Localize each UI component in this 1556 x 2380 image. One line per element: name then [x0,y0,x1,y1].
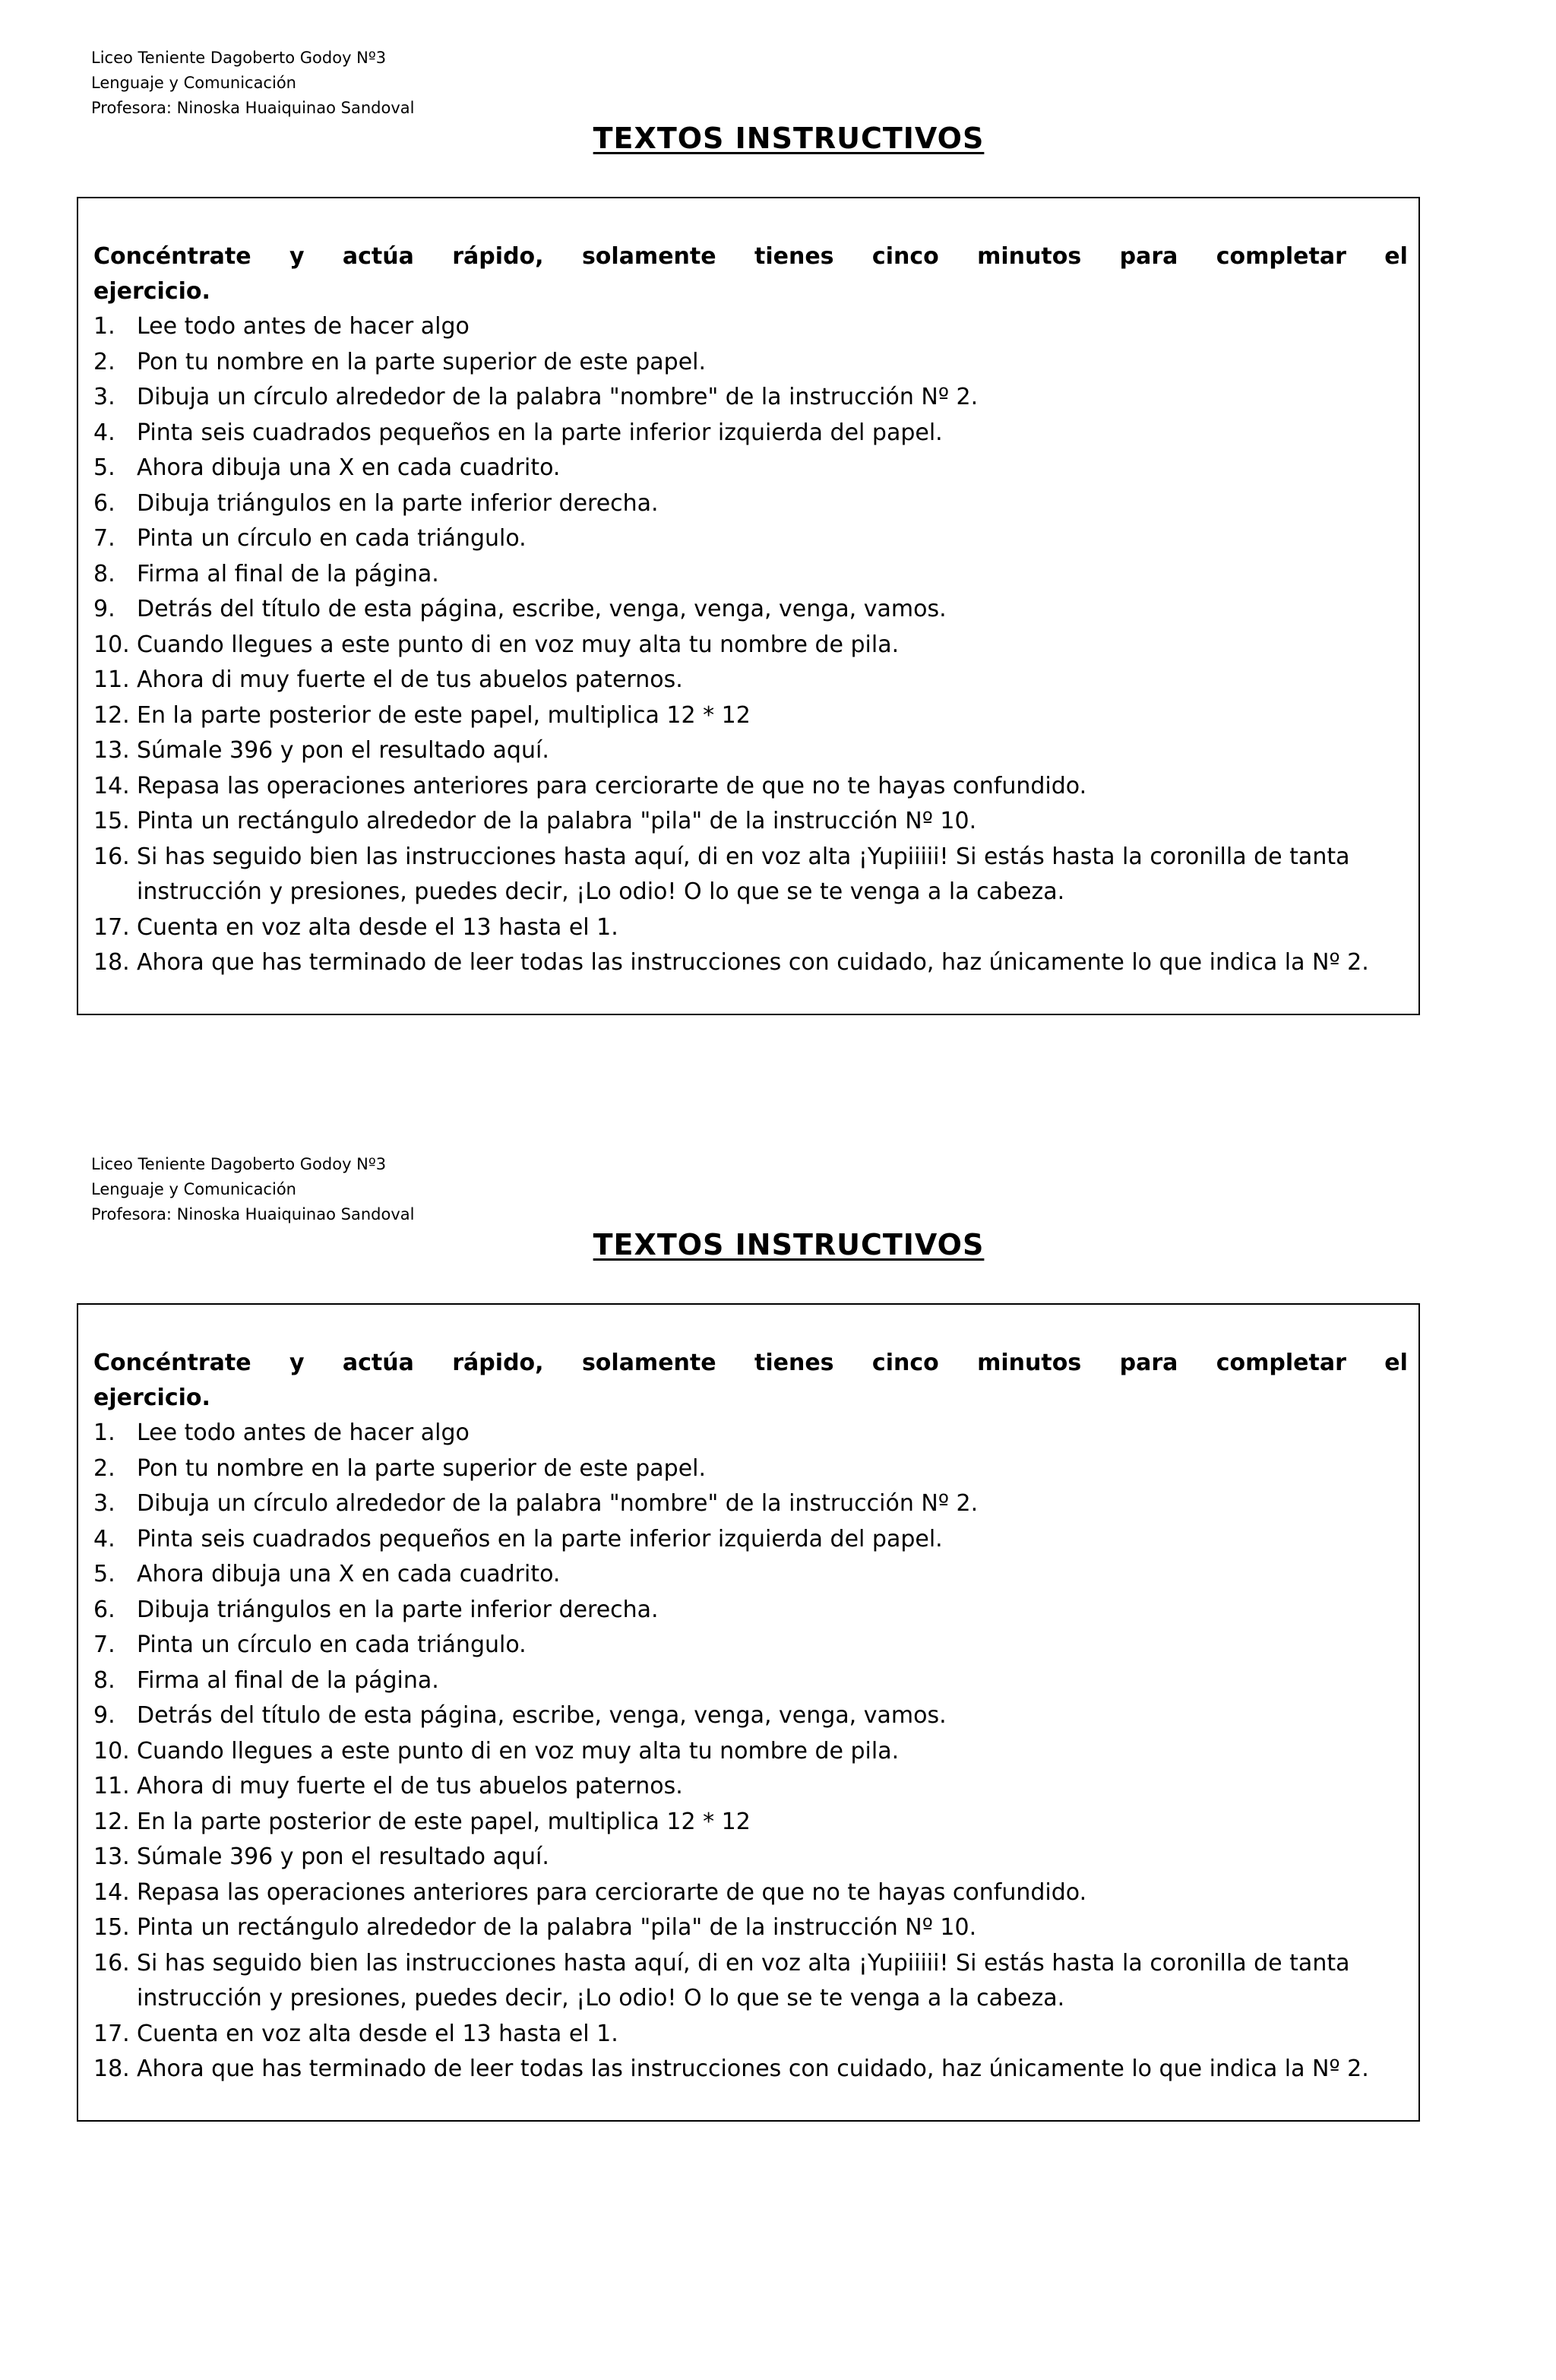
school-name: Liceo Teniente Dagoberto Godoy Nº3 [91,49,387,67]
intro-word: y [289,243,305,270]
instruction-item [93,1910,1415,1946]
instruction-number: 4. [93,1525,115,1552]
instruction-item [93,1840,1415,1875]
instruction-text: Firma al final de la página. [137,560,439,587]
instruction-number: 14. [93,772,130,799]
instruction-item [93,1663,1415,1699]
instructions-box [77,197,1420,1015]
instruction-text-continued: instrucción y presiones, puedes decir, ¡Lo odio! O lo que se te venga a la cabeza. [137,878,1065,905]
instruction-text: Pon tu nombre en la parte superior de este papel. [137,348,707,375]
instruction-text: Súmale 396 y pon el resultado aquí. [137,1844,549,1870]
instruction-text: Pinta un círculo en cada triángulo. [137,1632,527,1658]
instruction-item [93,1628,1415,1663]
instruction-text: Cuenta en voz alta desde el 13 hasta el 1. [137,2020,618,2047]
instruction-number: 16. [93,843,130,870]
instructions-box [77,1303,1420,2122]
instruction-text: En la parte posterior de este papel, multiplica 12 * 12 [137,701,751,729]
instruction-item [93,698,1415,734]
instruction-item [93,1698,1415,1734]
intro-word: tienes [754,243,834,270]
instruction-number: 7. [93,525,115,552]
instruction-item [93,628,1415,663]
intro-word: rápido, [452,243,544,270]
instruction-text: Pinta un rectángulo alrededor de la palabra "pila" de la instrucción Nº 10. [137,808,977,834]
instruction-number: 5. [93,1561,115,1587]
instruction-item [93,1593,1415,1628]
header-block [91,46,699,121]
instruction-number: 9. [93,1702,115,1729]
instruction-number: 7. [93,1632,115,1658]
instruction-number: 18. [93,2056,130,2082]
instruction-item [93,733,1415,769]
intro-continuation: ejercicio. [93,278,210,305]
teacher-name: Profesora: Ninoska Huaiquinao Sandoval [91,1205,415,1223]
instruction-item [93,2017,1415,2052]
instruction-list [93,309,1415,981]
page-title: TEXTOS INSTRUCTIVOS [593,1228,985,1261]
worksheet-bottom [0,1106,1556,2094]
intro-word: Concéntrate [93,243,251,270]
instruction-text: Súmale 396 y pon el resultado aquí. [137,737,549,764]
instruction-text: Pinta un rectángulo alrededor de la palabra "pila" de la instrucción Nº 10. [137,1914,977,1941]
instruction-item [93,486,1415,522]
instruction-text: Cuenta en voz alta desde el 13 hasta el 1. [137,913,618,941]
instruction-number: 18. [93,949,130,976]
instruction-number: 17. [93,2020,130,2047]
instruction-number: 13. [93,737,130,764]
instruction-number: 15. [93,1914,130,1941]
intro-text [93,239,1423,309]
instruction-text: Ahora que has terminado de leer todas las instrucciones con cuidado, haz únicamente lo que indica la Nº 2. [137,949,1369,976]
instruction-item [93,557,1415,593]
instruction-number: 12. [93,701,130,729]
instruction-number: 3. [93,1490,115,1517]
instruction-text: Cuando llegues a este punto di en voz muy alta tu nombre de pila. [137,1737,900,1764]
instruction-number: 5. [93,454,115,481]
instruction-number: 8. [93,560,115,587]
instruction-text: Detrás del título de esta página, escribe, venga, venga, venga, vamos. [137,596,947,622]
instruction-text: Dibuja un círculo alrededor de la palabra "nombre" de la instrucción Nº 2. [137,384,979,410]
instruction-item [93,1451,1415,1487]
instruction-text: Lee todo antes de hacer algo [137,1419,470,1446]
intro-continuation: ejercicio. [93,1385,210,1411]
instruction-text: Ahora di muy fuerte el de tus abuelos paternos. [137,666,683,693]
intro-word: actúa [342,1350,414,1376]
instruction-item [93,380,1415,416]
instruction-item [93,804,1415,840]
page-title: TEXTOS INSTRUCTIVOS [593,122,985,155]
intro-word: completar [1216,243,1346,270]
instruction-number: 15. [93,808,130,834]
subject-name: Lenguaje y Comunicación [91,1180,296,1198]
instruction-item [93,1946,1415,2017]
instruction-item [93,1557,1415,1593]
instruction-number: 3. [93,384,115,410]
instruction-text: Dibuja triángulos en la parte inferior derecha. [137,489,659,517]
instruction-number: 14. [93,1878,130,1906]
instruction-number: 11. [93,666,130,693]
instruction-text: Detrás del título de esta página, escribe, venga, venga, venga, vamos. [137,1702,947,1729]
intro-word: rápido, [452,1350,544,1376]
instruction-item [93,910,1415,946]
instruction-text: Si has seguido bien las instrucciones hasta aquí, di en voz alta ¡Yupiiiii! Si estás hasta la coronilla de tanta [137,843,1350,870]
instruction-text: Repasa las operaciones anteriores para cerciorarte de que no te hayas confundido. [137,1878,1087,1906]
instruction-item [93,945,1415,981]
instruction-item [93,521,1415,557]
subject-name: Lenguaje y Comunicación [91,74,296,92]
instruction-number: 6. [93,489,115,517]
intro-word: minutos [977,243,1082,270]
instruction-text: Firma al final de la página. [137,1666,439,1694]
instruction-number: 12. [93,1808,130,1835]
intro-word: y [289,1350,305,1376]
instruction-text: Dibuja triángulos en la parte inferior derecha. [137,1596,659,1623]
intro-line [93,239,1408,274]
instruction-text: Si has seguido bien las instrucciones hasta aquí, di en voz alta ¡Yupiiiii! Si estás hasta la coronilla de tanta [137,1949,1350,1976]
instruction-item [93,451,1415,486]
intro-line [93,1346,1408,1381]
instruction-item [93,1734,1415,1770]
instruction-number: 6. [93,1596,115,1623]
instruction-number: 10. [93,631,130,658]
intro-word: el [1384,243,1408,270]
instruction-item [93,345,1415,381]
instruction-item [93,1805,1415,1840]
instruction-number: 11. [93,1773,130,1799]
intro-word: completar [1216,1350,1346,1376]
instruction-text-continued: instrucción y presiones, puedes decir, ¡Lo odio! O lo que se te venga a la cabeza. [137,1985,1065,2011]
instruction-number: 8. [93,1666,115,1694]
instruction-text: Lee todo antes de hacer algo [137,313,470,340]
instruction-number: 2. [93,1454,115,1482]
intro-word: el [1384,1350,1408,1376]
instruction-item [93,1875,1415,1911]
instruction-item [93,1486,1415,1522]
instruction-number: 4. [93,419,115,446]
instruction-item [93,769,1415,805]
instruction-text: Pinta un círculo en cada triángulo. [137,525,527,552]
worksheet-top [0,0,1556,988]
instruction-text: Pinta seis cuadrados pequeños en la parte inferior izquierda del papel. [137,1525,943,1552]
instruction-number: 9. [93,596,115,622]
instruction-item [93,663,1415,698]
instruction-number: 10. [93,1737,130,1764]
intro-word: para [1119,243,1178,270]
instruction-number: 13. [93,1844,130,1870]
instruction-number: 17. [93,913,130,941]
intro-word: actúa [342,243,414,270]
instruction-item [93,2052,1415,2087]
instruction-item [93,592,1415,628]
intro-word: minutos [977,1350,1082,1376]
intro-word: solamente [581,243,716,270]
instruction-text: Repasa las operaciones anteriores para cerciorarte de que no te hayas confundido. [137,772,1087,799]
intro-word: tienes [754,1350,834,1376]
intro-text [93,1346,1423,1416]
instruction-text: Ahora dibuja una X en cada cuadrito. [137,1561,561,1587]
header-block [91,1152,699,1227]
instruction-text: Ahora que has terminado de leer todas las instrucciones con cuidado, haz únicamente lo que indica la Nº 2. [137,2056,1369,2082]
instruction-text: Cuando llegues a este punto di en voz muy alta tu nombre de pila. [137,631,900,658]
instruction-item [93,416,1415,451]
intro-word: Concéntrate [93,1350,251,1376]
instruction-item [93,309,1415,345]
instruction-text: Ahora di muy fuerte el de tus abuelos paternos. [137,1773,683,1799]
instruction-text: Dibuja un círculo alrededor de la palabra "nombre" de la instrucción Nº 2. [137,1490,979,1517]
instruction-text: Ahora dibuja una X en cada cuadrito. [137,454,561,481]
instruction-list [93,1416,1415,2087]
instruction-text: Pinta seis cuadrados pequeños en la parte inferior izquierda del papel. [137,419,943,446]
instruction-item [93,840,1415,910]
intro-word: para [1119,1350,1178,1376]
intro-word: cinco [871,243,939,270]
instruction-item [93,1522,1415,1558]
teacher-name: Profesora: Ninoska Huaiquinao Sandoval [91,99,415,117]
school-name: Liceo Teniente Dagoberto Godoy Nº3 [91,1155,387,1173]
intro-word: solamente [581,1350,716,1376]
instruction-number: 1. [93,1419,115,1446]
instruction-item [93,1769,1415,1805]
instruction-text: Pon tu nombre en la parte superior de este papel. [137,1454,707,1482]
instruction-item [93,1416,1415,1451]
instruction-number: 2. [93,348,115,375]
instruction-number: 1. [93,313,115,340]
instruction-number: 16. [93,1949,130,1976]
instruction-text: En la parte posterior de este papel, multiplica 12 * 12 [137,1808,751,1835]
intro-word: cinco [871,1350,939,1376]
